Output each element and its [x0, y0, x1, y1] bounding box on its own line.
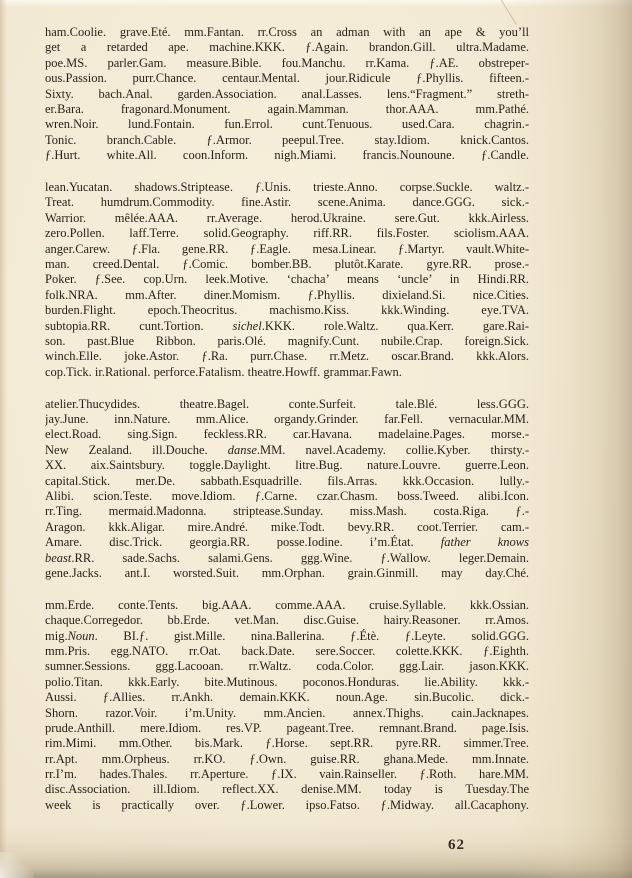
text-line: Amare. disc.Trick. georgia.RR. posse.Iodine. i’m.État. father knows [45, 535, 529, 550]
page-text [45, 25, 529, 813]
text-line: poe.MS. parler.Gam. measure.Bible. fou.Manchu. rr.Kama. ƒ.AE. obstreper- [45, 55, 529, 70]
scan-corner-highlight [0, 852, 34, 878]
text-line: jay.June. inn.Nature. mm.Alice. organdy.Grinder. far.Fell. vernacular.MM. [45, 411, 529, 426]
text-line: son. past.Blue Ribbon. paris.Olé. magnify.Cunt. nubile.Crap. foreign.Sick. [45, 333, 529, 348]
text-line: burden.Flight. epoch.Theocritus. machismo.Kiss. kkk.Winding. eye.TVA. [45, 303, 529, 318]
text-line: get a retarded ape. machine.KKK. ƒ.Again. brandon.Gill. ultra.Madame. [45, 40, 529, 55]
text-line: Treat. humdrum.Commodity. fine.Astir. scene.Anima. dance.GGG. sick.- [45, 195, 529, 210]
text-line: Poker. ƒ.See. cop.Urn. leek.Motive. ‘chacha’ means ‘uncle’ in Hindi.RR. [45, 272, 529, 287]
text-line: Tonic. branch.Cable. ƒ.Armor. peepul.Tree. stay.Idiom. knick.Cantos. [45, 132, 529, 147]
text-line: gene.Jacks. ant.I. worsted.Suit. mm.Orphan. grain.Ginmill. may day.Ché. [45, 565, 529, 580]
text-line: rr.Ting. mermaid.Madonna. striptease.Sunday. miss.Mash. costa.Riga. ƒ.- [45, 504, 529, 519]
text-line: mm.Erde. conte.Tents. big.AAA. comme.AAA. cruise.Syllable. kkk.Ossian. [45, 597, 529, 612]
text-line: prude.Anthill. mere.Idiom. res.VP. pageant.Tree. remnant.Brand. page.Isis. [45, 720, 529, 735]
text-line: folk.NRA. mm.After. diner.Momism. ƒ.Phyllis. dixieland.Si. nice.Cities. [45, 287, 529, 302]
text-line: polio.Titan. kkk.Early. bite.Mutinous. poconos.Honduras. lie.Ability. kkk.- [45, 674, 529, 689]
text-line: ham.Coolie. grave.Eté. mm.Fantan. rr.Cross an adman with an ape & you’ll [45, 25, 529, 39]
paragraph [45, 598, 529, 813]
text-line: XX. aix.Saintsbury. toggle.Daylight. litre.Bug. nature.Louvre. guerre.Leon. [45, 458, 529, 473]
page-number: 62 [448, 837, 465, 853]
text-line: mig.Noun. BI.ƒ. gist.Mille. nina.Ballerina. ƒ.Étè. ƒ.Leyte. solid.GGG. [45, 628, 529, 643]
text-line: rim.Mimi. mm.Other. bis.Mark. ƒ.Horse. sept.RR. pyre.RR. simmer.Tree. [45, 736, 529, 751]
text-line: rr.I’m. hades.Thales. rr.Aperture. ƒ.IX. vain.Rainseller. ƒ.Roth. hare.MM. [45, 767, 529, 782]
text-line: Alibi. scion.Teste. move.Idiom. ƒ.Carne. czar.Chasm. boss.Tweed. alibi.Icon. [45, 488, 529, 503]
text-line: Aragon. kkk.Aligar. mire.André. mike.Todt. bevy.RR. coot.Terrier. cam.- [45, 519, 529, 534]
paragraph [45, 25, 529, 164]
text-line: Warrior. mêlée.AAA. rr.Average. herod.Ukraine. sere.Gut. kkk.Airless. [45, 210, 529, 225]
text-line: New Zealand. ill.Douche. danse.MM. navel.Academy. collie.Kyber. thirsty.- [45, 442, 529, 457]
text-line: ous.Passion. purr.Chance. centaur.Mental. jour.Ridicule ƒ.Phyllis. fifteen.- [45, 71, 529, 86]
paper-crease-mark [498, 0, 517, 25]
text-line: zero.Pollen. laff.Terre. solid.Geography. riff.RR. fils.Foster. sciolism.AAA. [45, 226, 529, 241]
text-line: rr.Apt. mm.Orpheus. rr.KO. ƒ.Own. guise.RR. ghana.Mede. mm.Innate. [45, 751, 529, 766]
text-line: week is practically over. ƒ.Lower. ipso.Fatso. ƒ.Midway. all.Cacaphony. [45, 797, 529, 812]
text-line: er.Bara. fragonard.Monument. again.Mamman. thor.AAA. mm.Pathé. [45, 101, 529, 116]
text-line: capital.Stick. mer.De. sabbath.Esquadrille. fils.Arras. kkk.Occasion. lully.- [45, 473, 529, 488]
paragraph [45, 180, 529, 380]
paragraph [45, 397, 529, 582]
text-line: mm.Pris. egg.NATO. rr.Oat. back.Date. sere.Soccer. colette.KKK. ƒ.Eighth. [45, 643, 529, 658]
text-line: Shorn. razor.Voir. i’m.Unity. mm.Ancien. annex.Thighs. cain.Jacknapes. [45, 705, 529, 720]
text-line: anger.Carew. ƒ.Fla. gene.RR. ƒ.Eagle. mesa.Linear. ƒ.Martyr. vault.White- [45, 241, 529, 256]
text-line: disc.Association. ill.Idiom. reflect.XX. denise.MM. today is Tuesday.The [45, 782, 529, 797]
text-line: man. creed.Dental. ƒ.Comic. bomber.BB. plutôt.Karate. gyre.RR. prose.- [45, 256, 529, 271]
text-line: sumner.Sessions. ggg.Lacooan. rr.Waltz. coda.Color. ggg.Lair. jason.KKK. [45, 659, 529, 674]
text-line: cop.Tick. ir.Rational. perforce.Fatalism. theatre.Howff. grammar.Fawn. [45, 364, 402, 379]
text-line: winch.Elle. joke.Astor. ƒ.Ra. purr.Chase. rr.Metz. oscar.Brand. kkk.Alors. [45, 349, 529, 364]
text-line: subtopia.RR. cunt.Tortion. sichel.KKK. role.Waltz. qua.Kerr. gare.Rai- [45, 318, 529, 333]
text-line: Aussi. ƒ.Allies. rr.Ankh. demain.KKK. noun.Age. sin.Bucolic. dick.- [45, 690, 529, 705]
text-line: wren.Noir. lund.Fontain. fun.Errol. cunt.Tenuous. used.Cara. chagrin.- [45, 117, 529, 132]
text-line: chaque.Corregedor. bb.Erde. vet.Man. disc.Guise. hairy.Reasoner. rr.Amos. [45, 613, 529, 628]
text-line: ƒ.Hurt. white.All. coon.Inform. nigh.Miami. francis.Nounoune. ƒ.Candle. [45, 148, 529, 163]
text-line: Sixty. bach.Anal. garden.Association. anal.Lasses. lens.“Fragment.” streth- [45, 86, 529, 101]
text-line: elect.Road. sing.Sign. feckless.RR. car.Havana. madelaine.Pages. morse.- [45, 427, 529, 442]
text-line: atelier.Thucydides. theatre.Bagel. conte.Surfeit. tale.Blé. less.GGG. [45, 396, 529, 411]
text-line: lean.Yucatan. shadows.Striptease. ƒ.Unis. trieste.Anno. corpse.Suckle. waltz.- [45, 180, 529, 195]
text-line: beast.RR. sade.Sachs. salami.Gens. ggg.Wine. ƒ.Wallow. leger.Demain. [45, 550, 529, 565]
